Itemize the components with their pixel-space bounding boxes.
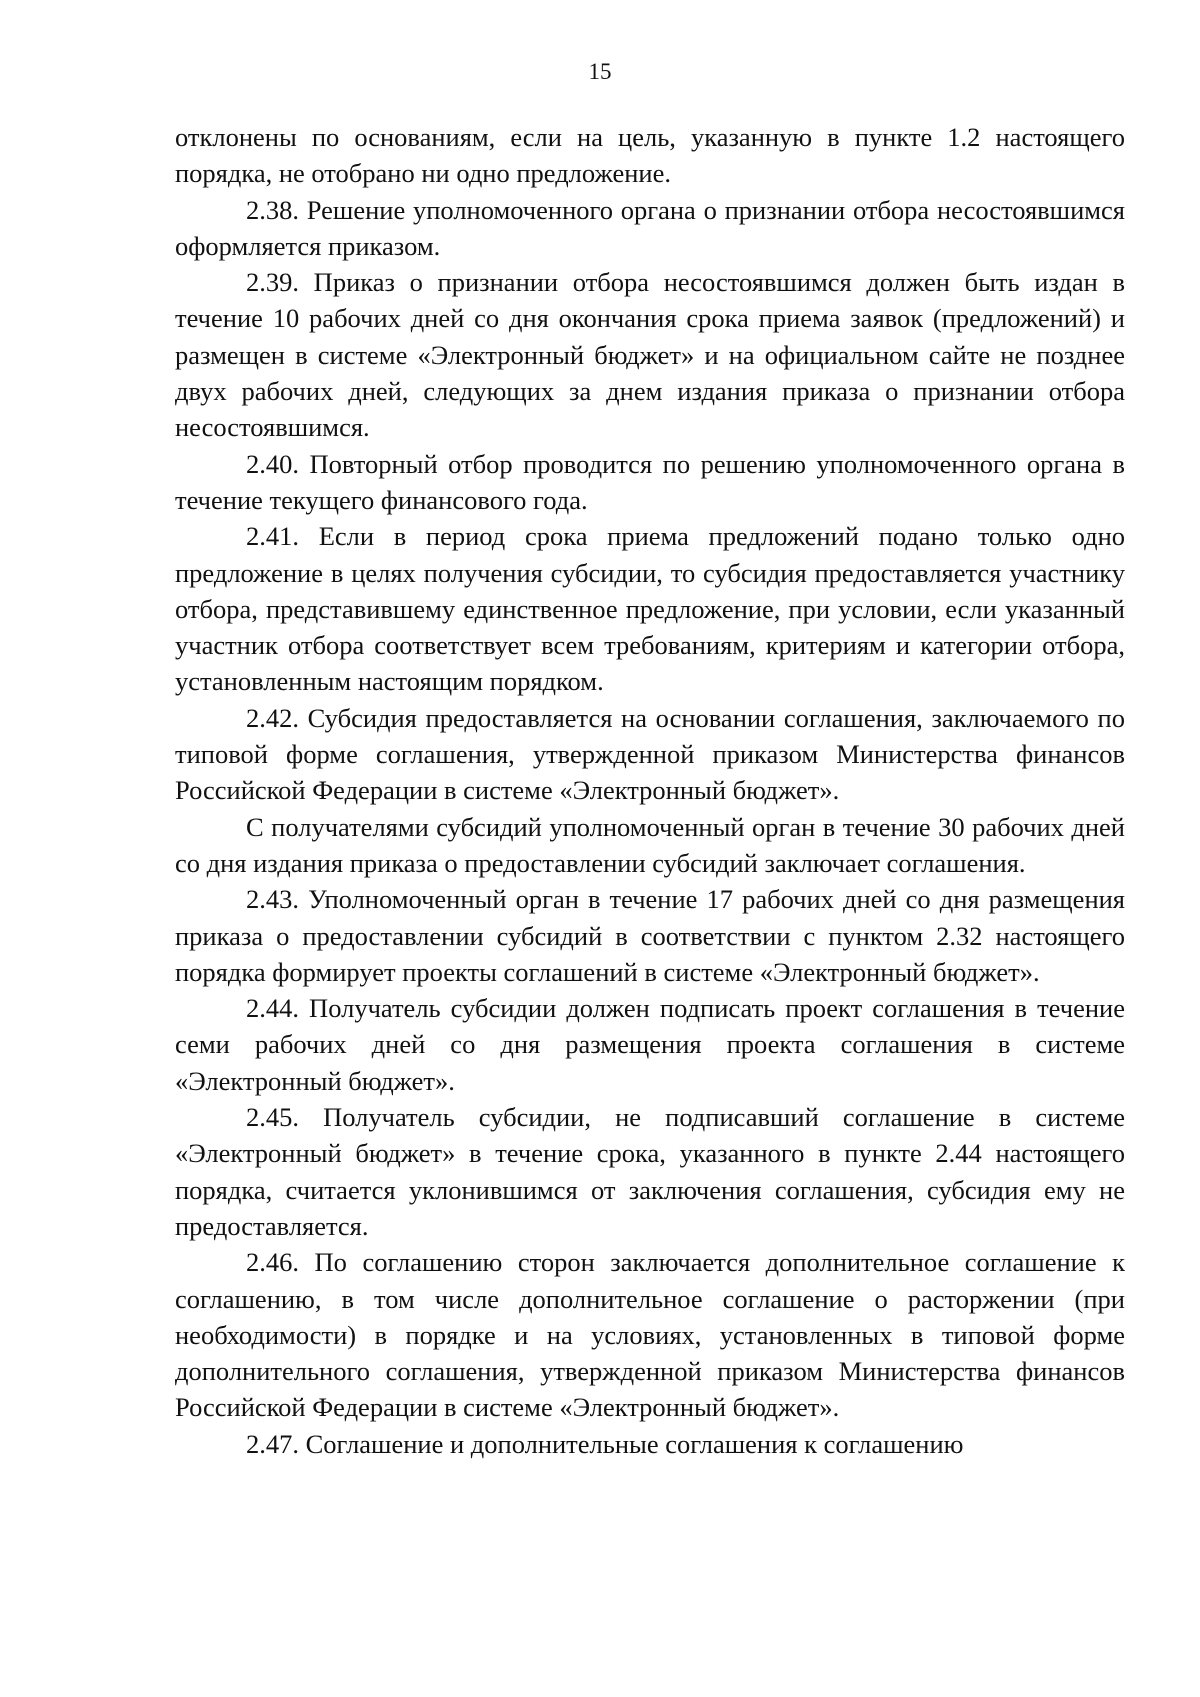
document-body	[175, 119, 1125, 1462]
page-number: 15	[588, 59, 612, 84]
paragraph-2-40: 2.40. Повторный отбор проводится по решению уполномоченного органа в течение текущего финансового года.	[175, 448, 1125, 515]
paragraph-2-41: 2.41. Если в период срока приема предложений подано только одно предложение в целях получения субсидии, то субсидия предоставляется участнику отбора, представившему единственное предложение, при условии, если указанный участник отбора соответствует всем требованиям, критериям и категории отбора, установленным настоящим порядком.	[175, 521, 1125, 697]
paragraph-2-45: 2.45. Получатель субсидии, не подписавший соглашение в системе «Электронный бюджет» в течение срока, указанного в пункте 2.44 настоящего порядка, считается уклонившимся от заключения соглашения, субсидия ему не предоставляется.	[175, 1102, 1125, 1241]
paragraph-2-39: 2.39. Приказ о признании отбора несостоявшимся должен быть издан в течение 10 рабочих дней со дня окончания срока приема заявок (предложений) и размещен в системе «Электронный бюджет» и на официальном сайте не позднее двух рабочих дней, следующих за днем издания приказа о признании отбора несостоявшимся.	[175, 267, 1125, 443]
paragraph-2-38: 2.38. Решение уполномоченного органа о признании отбора несостоявшимся оформляется приказом.	[175, 194, 1125, 261]
paragraph-2-47: 2.47. Соглашение и дополнительные соглашения к соглашению	[246, 1428, 964, 1459]
paragraph-2-42-continued: С получателями субсидий уполномоченный орган в течение 30 рабочих дней со дня издания приказа о предоставлении субсидий заключает соглашения.	[175, 811, 1125, 878]
paragraph-continuation: отклонены по основаниям, если на цель, указанную в пункте 1.2 настоящего порядка, не отобрано ни одно предложение.	[175, 122, 1125, 189]
paragraph-2-42: 2.42. Субсидия предоставляется на основании соглашения, заключаемого по типовой форме соглашения, утвержденной приказом Министерства финансов Российской Федерации в системе «Электронный бюджет».	[175, 702, 1125, 806]
paragraph-2-43: 2.43. Уполномоченный орган в течение 17 рабочих дней со дня размещения приказа о предоставлении субсидий в соответствии с пунктом 2.32 настоящего порядка формирует проекты соглашений в системе «Электронный бюджет».	[175, 884, 1125, 987]
paragraph-2-46: 2.46. По соглашению сторон заключается дополнительное соглашение к соглашению, в том числе дополнительное соглашение о расторжении (при необходимости) в порядке и на условиях, установленных в типовой форме дополнительного соглашения, утвержденной приказом Министерства финансов Российской Федерации в системе «Электронный бюджет».	[175, 1247, 1125, 1423]
paragraph-2-44: 2.44. Получатель субсидии должен подписать проект соглашения в течение семи рабочих дней со дня размещения проекта соглашения в системе «Электронный бюджет».	[175, 993, 1125, 1096]
